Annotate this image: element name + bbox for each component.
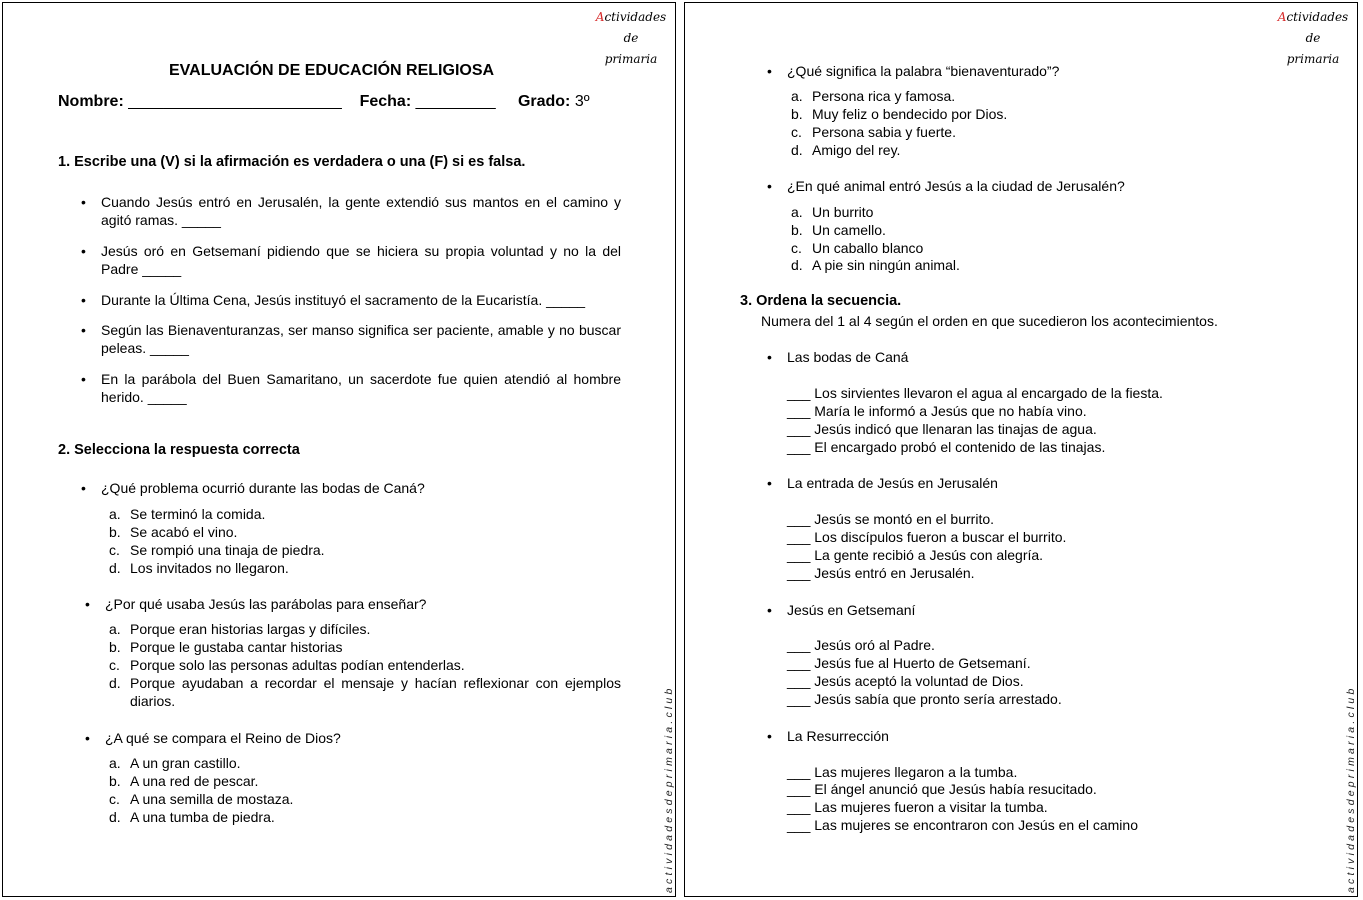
- tf-item: • En la parábola del Buen Samaritano, un sacerdote fue quien atendió al hombre herido. _____: [101, 370, 621, 406]
- sequence-step[interactable]: ___ Jesús entró en Jerusalén.: [787, 565, 975, 581]
- sequence-step[interactable]: ___ Los discípulos fueron a buscar el burrito.: [787, 529, 1067, 545]
- sequence-step[interactable]: ___ Las mujeres se encontraron con Jesús en el camino: [787, 817, 1138, 833]
- option: d. A una tumba de piedra.: [109, 809, 275, 825]
- option: b. Muy feliz o bendecido por Dios.: [791, 106, 1008, 122]
- date-field[interactable]: _________: [415, 93, 496, 110]
- sequence-step[interactable]: ___ Las mujeres llegaron a la tumba.: [787, 764, 1018, 780]
- section2-title: 2. Selecciona la respuesta correcta: [58, 442, 300, 458]
- option: b. Un camello.: [791, 222, 886, 238]
- option: d. Los invitados no llegaron.: [109, 560, 289, 576]
- sequence-step[interactable]: ___ Los sirvientes llevaron el agua al encargado de la fiesta.: [787, 385, 1163, 401]
- name-label: Nombre:: [58, 93, 124, 110]
- option: d. A pie sin ningún animal.: [791, 257, 960, 273]
- watermark: actividadesdeprimaria.club: [663, 685, 675, 893]
- grade-value: 3º: [574, 93, 590, 110]
- date-label: Fecha:: [359, 93, 412, 110]
- sequence-step[interactable]: ___ Jesús indicó que llenaran las tinajas de agua.: [787, 421, 1097, 437]
- sequence-group-title: • La Resurrección: [787, 727, 889, 745]
- sequence-step[interactable]: ___ Jesús oró al Padre.: [787, 637, 935, 653]
- sequence-group-title: • La entrada de Jesús en Jerusalén: [787, 474, 998, 492]
- brand-logo: Actividades de primaria: [1277, 10, 1349, 66]
- option: a. Se terminó la comida.: [109, 506, 266, 522]
- sequence-step[interactable]: ___ El encargado probó el contenido de las tinajas.: [787, 439, 1106, 455]
- brand-logo: Actividades de primaria: [595, 10, 667, 66]
- option: c. Persona sabia y fuerte.: [791, 124, 956, 140]
- sequence-step[interactable]: ___ Jesús fue al Huerto de Getsemaní.: [787, 655, 1031, 671]
- tf-item: • Cuando Jesús entró en Jerusalén, la gente extendió sus mantos en el camino y agitó ramas. _____: [101, 193, 621, 229]
- option: b. Se acabó el vino.: [109, 524, 238, 540]
- question: • ¿En qué animal entró Jesús a la ciudad de Jerusalén?: [787, 177, 1125, 195]
- sequence-group-title: • Jesús en Getsemaní: [787, 601, 915, 619]
- sequence-group-title: • Las bodas de Caná: [787, 348, 908, 366]
- option: c. Porque solo las personas adultas podían entenderlas.: [109, 657, 465, 673]
- sequence-step[interactable]: ___ Jesús aceptó la voluntad de Dios.: [787, 673, 1024, 689]
- option: a. Persona rica y famosa.: [791, 88, 956, 104]
- worksheet-page-1: [2, 2, 676, 897]
- option: b. A una red de pescar.: [109, 773, 259, 789]
- option: a. Un burrito: [791, 204, 874, 220]
- option: a. A un gran castillo.: [109, 755, 241, 771]
- sequence-step[interactable]: ___ María le informó a Jesús que no había vino.: [787, 403, 1087, 419]
- sequence-step[interactable]: ___ Jesús sabía que pronto sería arrestado.: [787, 691, 1062, 707]
- sequence-step[interactable]: ___ El ángel anunció que Jesús había resucitado.: [787, 781, 1097, 797]
- page-title: EVALUACIÓN DE EDUCACIÓN RELIGIOSA: [169, 62, 495, 79]
- question: • ¿Qué problema ocurrió durante las bodas de Caná?: [101, 479, 425, 497]
- question: • ¿A qué se compara el Reino de Dios?: [105, 729, 341, 747]
- watermark: actividadesdeprimaria.club: [1345, 685, 1357, 893]
- tf-item: • Durante la Última Cena, Jesús instituyó el sacramento de la Eucaristía. _____: [101, 291, 621, 309]
- worksheet-page-2: [684, 2, 1358, 897]
- tf-item: • Jesús oró en Getsemaní pidiendo que se hiciera su propia voluntad y no la del Padre _____: [101, 242, 621, 278]
- sequence-step[interactable]: ___ Jesús se montó en el burrito.: [787, 511, 995, 527]
- sequence-step[interactable]: ___ Las mujeres fueron a visitar la tumba.: [787, 799, 1048, 815]
- option: b. Porque le gustaba cantar historias: [109, 639, 343, 655]
- question: • ¿Por qué usaba Jesús las parábolas para enseñar?: [105, 595, 426, 613]
- option: d. Amigo del rey.: [791, 142, 901, 158]
- sequence-step[interactable]: ___ La gente recibió a Jesús con alegría.: [787, 547, 1044, 563]
- name-field[interactable]: ________________________: [128, 93, 342, 110]
- option: c. Se rompió una tinaja de piedra.: [109, 542, 325, 558]
- grade-label: Grado:: [517, 93, 571, 110]
- student-header: [58, 93, 590, 111]
- option: a. Porque eran historias largas y difíciles.: [109, 621, 371, 637]
- question: • ¿Qué significa la palabra “bienaventurado”?: [787, 62, 1059, 80]
- section1-title: 1. Escribe una (V) si la afirmación es verdadera o una (F) si es falsa.: [58, 154, 526, 170]
- section3-instruction: Numera del 1 al 4 según el orden en que sucedieron los acontecimientos.: [761, 313, 1218, 329]
- option: d. Porque ayudaban a recordar el mensaje y hacían reflexionar con ejemplos diarios.: [109, 675, 621, 709]
- section3-title: 3. Ordena la secuencia.: [740, 293, 902, 309]
- tf-item: • Según las Bienaventuranzas, ser manso significa ser paciente, amable y no buscar peleas. _____: [101, 321, 621, 357]
- option: c. Un caballo blanco: [791, 240, 924, 256]
- option: c. A una semilla de mostaza.: [109, 791, 294, 807]
